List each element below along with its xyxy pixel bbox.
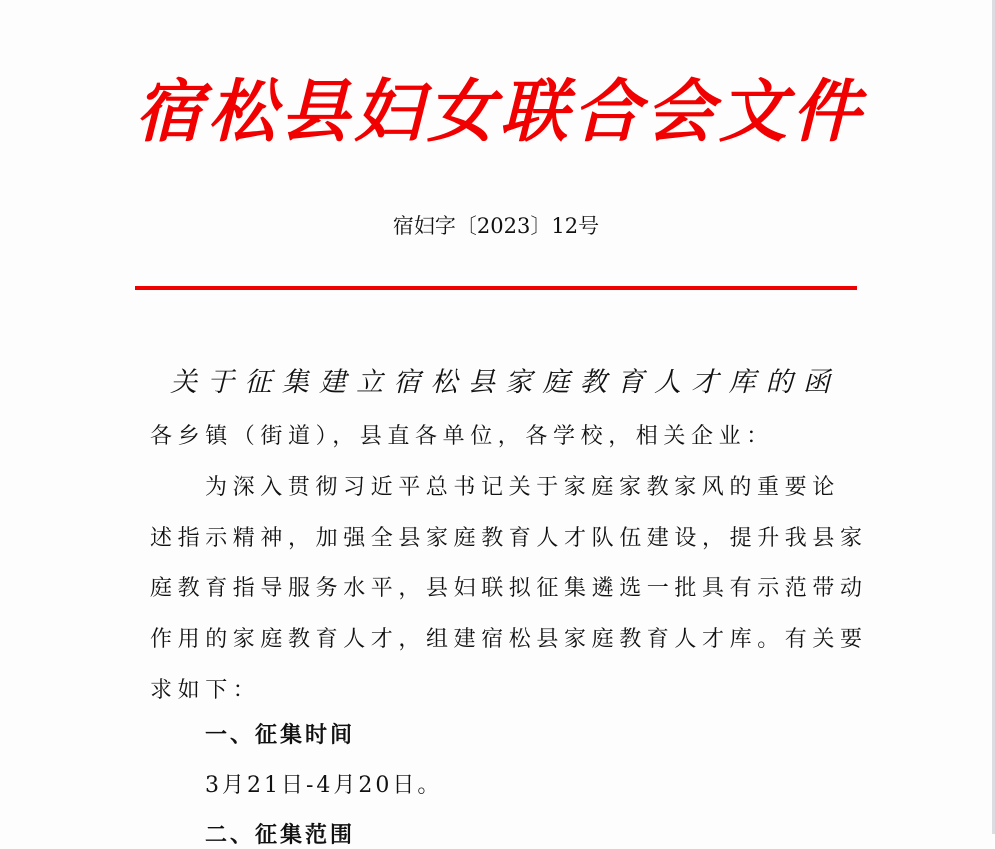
section-heading-time: 一、征集时间	[205, 723, 356, 748]
letterhead-char: 会	[645, 72, 714, 152]
letterhead-char: 县	[280, 72, 349, 152]
letterhead-char: 联	[499, 72, 568, 152]
salutation: 各乡镇（街道），县直各单位，各学校，相关企业：	[150, 424, 774, 449]
title-char: 县	[467, 367, 495, 398]
letterhead-char: 妇	[353, 72, 422, 152]
intro-line-5: 求如下：	[150, 678, 261, 703]
title-char: 于	[207, 367, 235, 398]
title-char: 庭	[542, 367, 570, 398]
title-char: 教	[579, 367, 607, 398]
section-body-time: 3月21日-4月20日。	[205, 773, 443, 798]
letterhead-char: 件	[791, 72, 860, 152]
title-char: 征	[244, 367, 272, 398]
section-heading-scope: 二、征集范围	[205, 823, 356, 848]
title-char: 集	[281, 367, 309, 398]
red-rule-divider	[135, 286, 857, 290]
intro-line-3: 庭教育指导服务水平，县妇联拟征集遴选一批具有示范带动	[150, 576, 868, 601]
letterhead-char: 合	[572, 72, 641, 152]
title-char: 宿	[393, 367, 421, 398]
title-char: 立	[356, 367, 384, 398]
letterhead-char: 女	[426, 72, 495, 152]
title-char: 育	[616, 367, 644, 398]
title-char: 建	[318, 367, 346, 398]
intro-line-2: 述指示精神，加强全县家庭教育人才队伍建设，提升我县家	[150, 526, 868, 551]
letterhead-char: 文	[718, 72, 787, 152]
title-char: 库	[728, 367, 756, 398]
title-char: 家	[505, 367, 533, 398]
org-letterhead	[135, 62, 860, 162]
letterhead-char: 松	[207, 72, 276, 152]
title-char: 松	[430, 367, 458, 398]
title-char: 函	[802, 367, 830, 398]
title-char: 人	[654, 367, 682, 398]
letter-title	[170, 360, 830, 399]
intro-line-4: 作用的家庭教育人才，组建宿松县家庭教育人才库。有关要	[150, 627, 868, 652]
intro-line-1: 为深入贯彻习近平总书记关于家庭家教家风的重要论	[205, 475, 840, 500]
doc-number: 宿妇字〔2023〕12号	[392, 214, 600, 238]
letterhead-char: 宿	[135, 72, 204, 152]
title-char: 才	[691, 367, 719, 398]
title-char: 关	[170, 367, 197, 398]
title-char: 的	[765, 367, 793, 398]
